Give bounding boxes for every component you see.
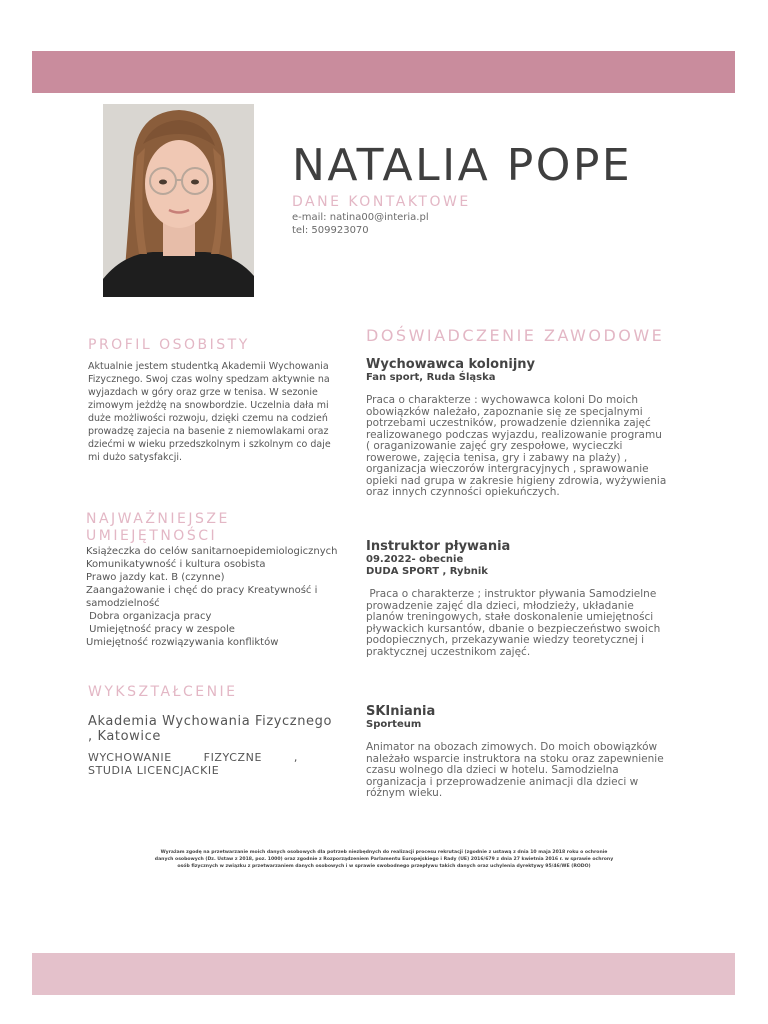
job-description-line: oraz innych czynności opiekuńczych. [366,486,560,498]
skill-item: Zaangażowanie i chęć do pracy Kreatywność i [86,585,318,596]
job-description-line: rowerowe, zajęcia tenisa, gry i zabawy na plaży) , [366,451,628,464]
candidate-name: NATALIA POPE [292,140,633,191]
job-entry [366,539,676,658]
job-description [366,742,676,800]
job-description-line: planów treningowych, stałe doskonalenie umiejętności [366,611,654,623]
job-description-line: organizacja i przeprowadzenie animacji dla dzieci w [366,775,639,788]
education-heading: WYKSZTAŁCENIE [88,684,238,700]
job-company: Sporteum [366,719,422,730]
job-description-line: opieki nad grupa w zakresie higieny zdrowia, wyżywienia [366,474,667,487]
profile-text-line: zimowym jeżdżę na snowbordzie. Uczelnia dała mi [88,400,329,411]
consent-line: Wyrażam zgodę na przetwarzanie moich danych osobowych dla potrzeb niezbędnych do realizacji procesu rekrutacji (zgodnie z ustawą z dnia 10 maja 2018 roku o ochronie [160,850,608,855]
profile-text-line: Aktualnie jestem studentką Akademii Wychowania [88,361,329,372]
gdpr-consent-clause [100,849,668,870]
job-company: Fan sport, Ruda Śląska [366,372,496,383]
skill-item: samodzielność [86,598,160,609]
skill-item: Umiejętność pracy w zespole [86,624,235,635]
education-degree-word: , [293,751,298,764]
profile-text-line: prowadzę zajecia na basenie z niemowlakami oraz [88,426,329,437]
profile-text-line: mi dużo satysfakcji. [88,452,183,463]
contact-email: e-mail: natina00@interia.pl [292,212,429,223]
job-description-line: ( oraganizowanie zajęć gry zespołowe, wycieczki [366,440,623,452]
consent-line: osób fizycznych w związku z przetwarzaniem danych osobowych i w sprawie swobodnego przepływu takich danych oraz uchylenia dyrektywy 95/46/WE (RODO) [177,864,591,869]
profile-text-line: wyjazdach w góry oraz grze w tenisa. W sezonie [88,387,318,398]
job-dates: 09.2022- obecnie [366,554,464,565]
skills-heading-line: UMIEJĘTNOŚCI [86,528,218,544]
skill-item: Prawo jazdy kat. B (czynne) [86,572,225,583]
job-description-line: Praca o charakterze : wychowawca koloni Do moich [366,394,639,406]
job-entry [366,704,676,800]
job-description-line: Praca o charakterze ; instruktor pływania Samodzielne [366,588,657,600]
job-description [366,395,676,499]
profile-text-line: duże możliwości rozwoju, dzięki czemu na codzień [88,413,328,424]
job-title: Wychowawca kolonijny [366,357,536,372]
job-description-line: prowadzenie zajęć dla dzieci, młodzieży, układanie [366,599,634,612]
skill-item: Dobra organizacja pracy [86,611,212,622]
skills-heading-line: NAJWAŻNIEJSZE [86,511,230,527]
education-degree-word: WYCHOWANIE [88,751,172,764]
job-description-line: praktycznej uczestnikom zajęć. [366,645,531,658]
skills-list [86,545,337,649]
job-title: SKIniania [366,704,436,719]
job-description-line: obowiązków należało, zapoznanie się ze specjalnymi [366,405,643,418]
education-school-line: , Katowice [88,729,161,744]
education-degree-word: FIZYCZNE [203,751,263,764]
profile-heading: PROFIL OSOBISTY [88,337,250,353]
job-title: Instruktor pływania [366,539,511,554]
profile-text-line: Fizycznego. Swoj czas wolny spedzam aktywnie na [88,374,330,385]
job-description-line: czasu wolnego dla dzieci w hotelu. Samodzielna [366,764,619,776]
skills-heading [86,511,230,545]
job-description-line: potrzebami uczestników, prowadzenie dziennika zajęć [366,417,651,429]
contact-heading: DANE KONTAKTOWE [292,194,471,210]
job-description [366,589,676,658]
skill-item: Umiejętność rozwiązywania konfliktów [86,637,279,648]
profile-text-line: dziećmi w wieku przedszkolnym i szkolnym co daje [88,439,331,450]
job-description-line: podopiecznych, przekazywanie wiedzy teoretycznej i [366,634,645,646]
bottom-decorative-band [32,953,735,995]
job-entry [366,357,676,499]
top-decorative-band [32,51,735,93]
job-description-line: różnym wieku. [366,787,443,799]
skill-item: Książeczka do celów sanitarnoepidemiologicznych [86,546,338,557]
portrait-image [103,104,254,297]
job-description-line: należało wsparcie instruktora na stoku oraz zapewnienie [366,752,664,765]
job-description-line: pływackich kursantów, dbanie o bezpieczeństwo swoich [366,622,661,635]
job-description-line: organizacja wieczorów intergracyjnych , sprawowanie [366,463,649,475]
education-school [88,714,332,744]
job-company: DUDA SPORT , Rybnik [366,566,488,577]
profile-photo [103,104,254,297]
education-school-line: Akademia Wychowania Fizycznego [88,714,333,729]
contact-phone: tel: 509923070 [292,225,369,236]
education-degree-line [88,751,298,764]
education-degree-line: STUDIA LICENCJACKIE [88,764,220,777]
experience-heading: DOŚWIADCZENIE ZAWODOWE [366,326,665,345]
consent-line: danych osobowych (Dz. Ustaw z 2018, poz. 1000) oraz zgodnie z Rozporządzeniem Parlamentu Europejskiego i Rady (UE) 2016/679 z dnia 27 kwietnia 2016 r. w sprawie ochrony [154,857,614,862]
job-description-line: Animator na obozach zimowych. Do moich obowiązków [366,741,658,753]
skill-item: Komunikatywność i kultura osobista [86,559,266,570]
profile-text [88,360,336,464]
job-description-line: realizowanego podczas wyjazdu, realizowanie programu [366,428,662,441]
education-degree [88,751,298,777]
